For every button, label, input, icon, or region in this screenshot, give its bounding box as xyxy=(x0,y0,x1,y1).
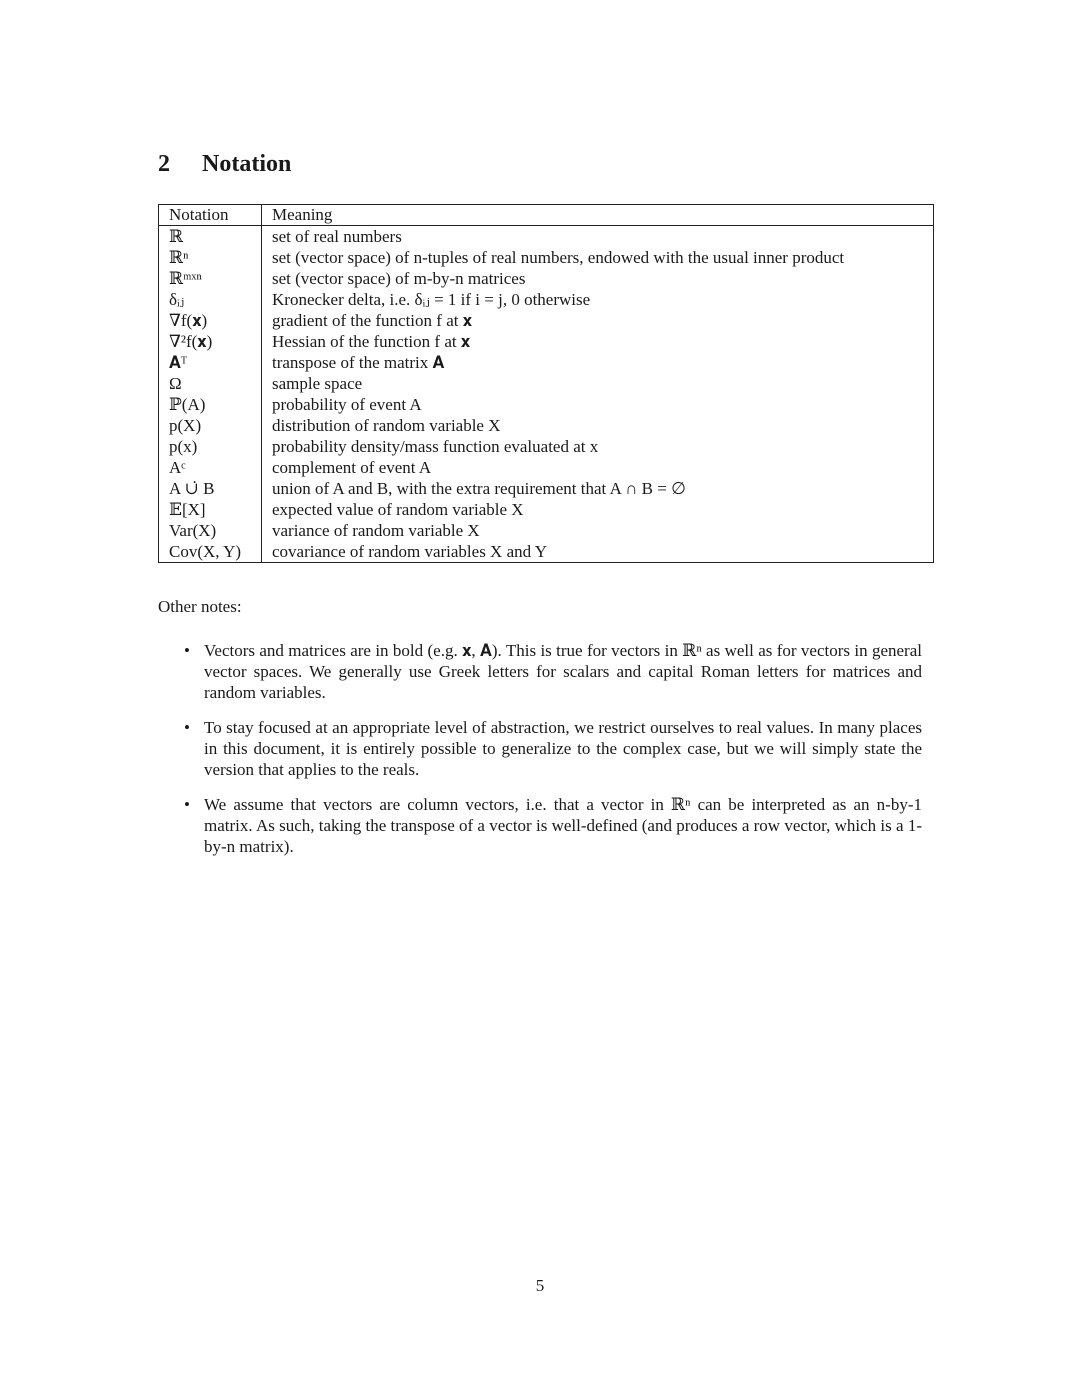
table-row xyxy=(159,247,934,268)
notation-cell: ℝⁿ xyxy=(159,247,262,268)
meaning-cell: variance of random variable X xyxy=(272,521,480,540)
meaning-cell: union of A and B, with the extra requirement that A ∩ B = ∅ xyxy=(272,479,686,498)
section-heading xyxy=(158,150,291,179)
list-item xyxy=(182,640,922,703)
meaning-cell: probability density/mass function evaluated at x xyxy=(272,437,599,456)
table-row xyxy=(159,289,934,310)
table-row xyxy=(159,436,934,457)
column-header-notation: Notation xyxy=(159,205,262,226)
note-text: We assume that vectors are column vectors, i.e. that a vector in ℝⁿ can be interpreted as an n-by-1 matrix. As such, taking the transpose of a vector is well-defined (and produces a row vector, which is a 1-by-n matrix). xyxy=(204,795,922,856)
notation-cell: Aᶜ xyxy=(159,457,262,478)
notation-cell: Ω xyxy=(159,373,262,394)
meaning-cell: set of real numbers xyxy=(272,227,402,246)
table-row xyxy=(159,268,934,289)
table-row xyxy=(159,541,934,563)
note-text: To stay focused at an appropriate level of abstraction, we restrict ourselves to real values. In many places in this document, it is entirely possible to generalize to the complex case, but we will simply state the version that applies to the reals. xyxy=(204,718,922,779)
meaning-cell: probability of event A xyxy=(272,395,422,414)
table-row xyxy=(159,352,934,373)
table-row xyxy=(159,331,934,352)
meaning-cell: set (vector space) of n-tuples of real numbers, endowed with the usual inner product xyxy=(272,248,845,267)
section-number: 2 xyxy=(158,151,170,177)
notation-cell: ∇f(𝐱) xyxy=(159,310,262,331)
notation-cell: ℝᵐˣⁿ xyxy=(159,268,262,289)
notation-table xyxy=(158,204,934,563)
table-row xyxy=(159,394,934,415)
bullet-icon: • xyxy=(184,795,190,814)
meaning-cell: sample space xyxy=(272,374,363,393)
meaning-cell: Hessian of the function f at 𝐱 xyxy=(272,332,471,351)
notation-cell: 𝔼[X] xyxy=(159,499,262,520)
notation-cell: p(X) xyxy=(159,415,262,436)
column-header-meaning: Meaning xyxy=(262,205,934,226)
meaning-cell: transpose of the matrix 𝐀 xyxy=(272,353,445,372)
meaning-cell: set (vector space) of m-by-n matrices xyxy=(272,269,526,288)
table-row xyxy=(159,499,934,520)
other-notes-label: Other notes: xyxy=(158,597,242,616)
notation-cell: ∇²f(𝐱) xyxy=(159,331,262,352)
table-row xyxy=(159,478,934,499)
meaning-cell: covariance of random variables X and Y xyxy=(272,542,548,561)
list-item xyxy=(182,794,922,857)
notation-cell: 𝐀ᵀ xyxy=(159,352,262,373)
meaning-cell: Kronecker delta, i.e. δᵢⱼ = 1 if i = j, 0 otherwise xyxy=(272,290,591,309)
table-row xyxy=(159,310,934,331)
notes-list xyxy=(182,640,922,871)
notation-cell: p(x) xyxy=(159,436,262,457)
table-row xyxy=(159,520,934,541)
meaning-cell: distribution of random variable X xyxy=(272,416,501,435)
list-item xyxy=(182,717,922,780)
meaning-cell: gradient of the function f at 𝐱 xyxy=(272,311,473,330)
table-row xyxy=(159,415,934,436)
meaning-cell: complement of event A xyxy=(272,458,432,477)
table-row xyxy=(159,373,934,394)
page-number: 5 xyxy=(535,1276,545,1295)
meaning-cell: expected value of random variable X xyxy=(272,500,524,519)
bullet-icon: • xyxy=(184,718,190,737)
bullet-icon: • xyxy=(184,641,190,660)
note-text: Vectors and matrices are in bold (e.g. 𝐱, 𝐀). This is true for vectors in ℝⁿ as well as for vectors in general vector spaces. We generally use Greek letters for scalars and capital Roman letters for matrices and random variables. xyxy=(204,641,922,702)
notation-cell: ℝ xyxy=(159,226,262,248)
section-title: Notation xyxy=(202,151,292,177)
table-header-row xyxy=(159,205,934,226)
table-row xyxy=(159,226,934,248)
notation-cell: Cov(X, Y) xyxy=(159,541,262,563)
notation-cell: ℙ(A) xyxy=(159,394,262,415)
notation-cell: Var(X) xyxy=(159,520,262,541)
notation-cell: A ∪̇ B xyxy=(159,478,262,499)
notation-cell: δᵢⱼ xyxy=(159,289,262,310)
table-row xyxy=(159,457,934,478)
